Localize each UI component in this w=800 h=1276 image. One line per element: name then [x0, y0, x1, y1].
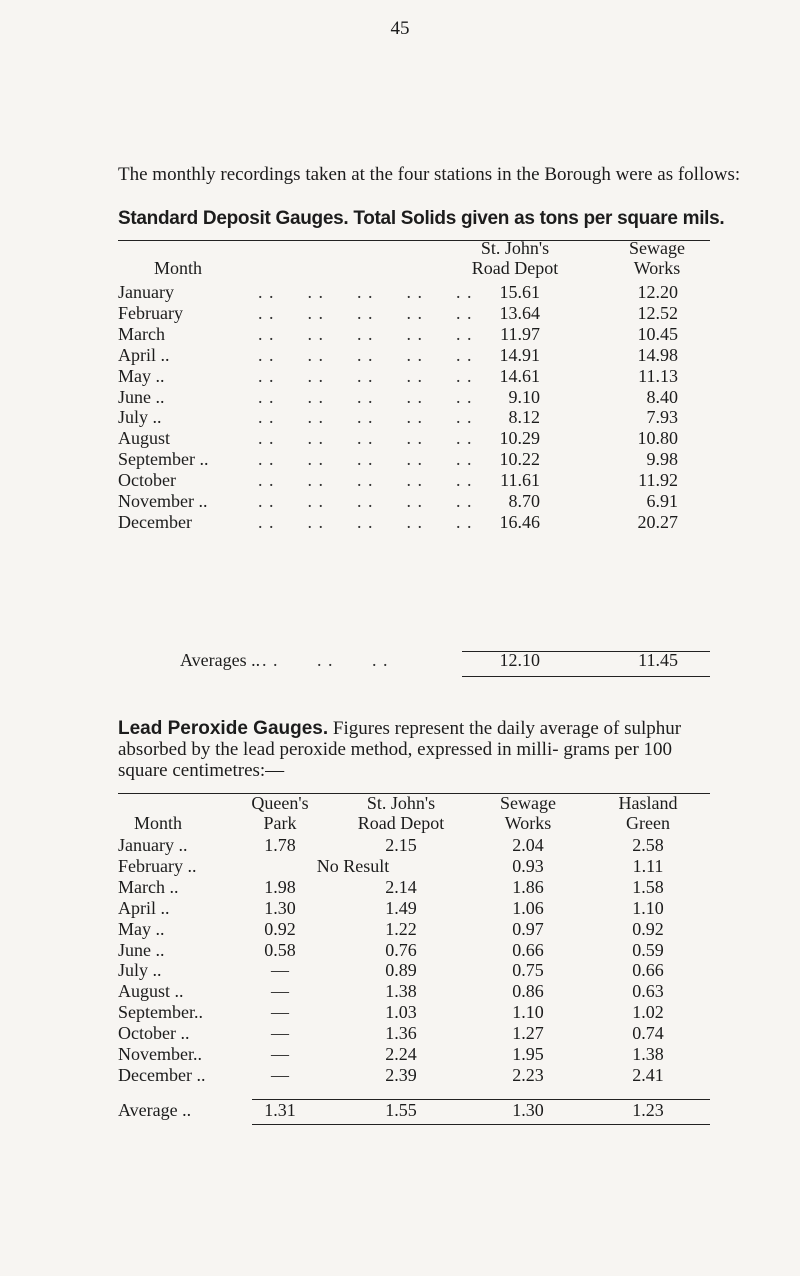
deposit-row-sewage: 14.98	[637, 345, 678, 365]
lead-row-month: March ..	[118, 877, 179, 897]
lead-row-month: April ..	[118, 898, 170, 918]
deposit-row-st-johns: 10.22	[499, 449, 540, 469]
deposit-row-month: November ..	[118, 491, 208, 511]
deposit-row-sewage: 12.20	[637, 282, 678, 302]
deposit-row-month: May ..	[118, 366, 165, 386]
lead-row-sewage: 0.86	[512, 981, 544, 1001]
lead-row-queens: —	[271, 1002, 289, 1022]
lead-row-st-johns: 1.36	[385, 1023, 417, 1043]
deposit-row-leaders: . . . . . . . . . .	[258, 366, 473, 386]
deposit-row-st-johns: 9.10	[508, 387, 540, 407]
lead-row-hasland: 0.66	[632, 960, 664, 980]
lead-average-label: Average ..	[118, 1100, 192, 1120]
lead-row-st-johns: 2.15	[385, 835, 417, 855]
deposit-row-st-johns: 14.61	[499, 366, 540, 386]
lead-row-st-johns: 1.49	[385, 898, 417, 918]
lead-row-hasland: 2.41	[632, 1065, 664, 1085]
lead-row-queens: 0.58	[264, 940, 296, 960]
deposit-row-st-johns: 8.70	[508, 491, 540, 511]
deposit-row-sewage: 6.91	[646, 491, 678, 511]
averages-bottom-rule	[462, 676, 710, 677]
lead-row-sewage: 2.23	[512, 1065, 544, 1085]
deposit-heading: Standard Deposit Gauges. Total Solids given as tons per square mils.	[118, 208, 725, 229]
lead-column-header-queens: Queen's Park	[251, 793, 309, 833]
lead-column-header-month: Month	[133, 813, 182, 833]
averages-label: Averages ..	[180, 650, 261, 670]
deposit-row-month: August	[118, 428, 171, 448]
column-header-sewage: Sewage Works	[629, 238, 685, 278]
deposit-row-leaders: . . . . . . . . . .	[258, 303, 473, 323]
lead-row-queens: 1.98	[264, 877, 296, 897]
lead-row-st-johns: 0.76	[385, 940, 417, 960]
lead-row-month: June ..	[118, 940, 165, 960]
deposit-row-leaders: . . . . . . . . . .	[258, 512, 473, 532]
deposit-row-st-johns: 16.46	[499, 512, 540, 532]
lead-row-sewage: 1.06	[512, 898, 544, 918]
lead-row-no-result: No Result	[316, 856, 390, 876]
lead-row-st-johns: 1.22	[385, 919, 417, 939]
lead-row-queens: 0.92	[264, 919, 296, 939]
deposit-row-sewage: 8.40	[646, 387, 678, 407]
lead-row-month: November..	[118, 1044, 202, 1064]
lead-row-sewage: 1.10	[512, 1002, 544, 1022]
lead-average-bottom-rule	[252, 1124, 710, 1125]
averages-st-johns: 12.10	[499, 650, 540, 670]
lead-row-month: December ..	[118, 1065, 206, 1085]
deposit-row-st-johns: 10.29	[499, 428, 540, 448]
lead-row-st-johns: 2.39	[385, 1065, 417, 1085]
deposit-row-month: September ..	[118, 449, 209, 469]
lead-row-queens: —	[271, 1023, 289, 1043]
deposit-row-st-johns: 15.61	[499, 282, 540, 302]
intro-paragraph: The monthly recordings taken at the four stations in the Borough were as follows:	[118, 164, 741, 185]
deposit-row-st-johns: 14.91	[499, 345, 540, 365]
deposit-row-leaders: . . . . . . . . . .	[258, 428, 473, 448]
lead-row-hasland: 1.58	[632, 877, 664, 897]
lead-row-queens: 1.30	[264, 898, 296, 918]
lead-row-sewage: 1.95	[512, 1044, 544, 1064]
deposit-row-leaders: . . . . . . . . . .	[258, 282, 473, 302]
lead-row-queens: 1.78	[264, 835, 296, 855]
deposit-row-sewage: 10.80	[637, 428, 678, 448]
lead-row-month: October ..	[118, 1023, 190, 1043]
lead-row-queens: —	[271, 981, 289, 1001]
lead-heading: Lead Peroxide Gauges.	[118, 718, 329, 739]
lead-row-st-johns: 2.14	[385, 877, 417, 897]
lead-row-month: July ..	[118, 960, 162, 980]
lead-row-hasland: 1.10	[632, 898, 664, 918]
lead-row-hasland: 0.59	[632, 940, 664, 960]
averages-sewage: 11.45	[638, 650, 678, 670]
lead-row-hasland: 1.38	[632, 1044, 664, 1064]
lead-average-queens: 1.31	[264, 1100, 296, 1120]
lead-row-queens: —	[271, 960, 289, 980]
lead-paragraph	[118, 718, 708, 781]
lead-average-hasland: 1.23	[632, 1100, 664, 1120]
column-header-month: Month	[153, 258, 202, 278]
lead-average-sewage: 1.30	[512, 1100, 544, 1120]
lead-row-sewage: 1.86	[512, 877, 544, 897]
lead-row-st-johns: 2.24	[385, 1044, 417, 1064]
lead-row-sewage: 2.04	[512, 835, 544, 855]
deposit-row-month: April ..	[118, 345, 170, 365]
deposit-row-leaders: . . . . . . . . . .	[258, 387, 473, 407]
lead-average-st-johns: 1.55	[385, 1100, 417, 1120]
lead-row-st-johns: 0.89	[385, 960, 417, 980]
lead-row-sewage: 0.93	[512, 856, 544, 876]
deposit-row-month: January	[118, 282, 174, 302]
lead-column-header-sewage: Sewage Works	[500, 793, 556, 833]
deposit-row-st-johns: 8.12	[508, 407, 540, 427]
deposit-row-month: July ..	[118, 407, 162, 427]
deposit-row-leaders: . . . . . . . . . .	[258, 345, 473, 365]
lead-row-sewage: 0.75	[512, 960, 544, 980]
deposit-row-sewage: 11.92	[638, 470, 678, 490]
deposit-row-month: June ..	[118, 387, 165, 407]
deposit-row-st-johns: 11.61	[500, 470, 540, 490]
deposit-row-month: February	[118, 303, 183, 323]
lead-row-sewage: 0.66	[512, 940, 544, 960]
lead-row-st-johns: 1.38	[385, 981, 417, 1001]
deposit-row-sewage: 11.13	[638, 366, 678, 386]
averages-leaders: . . . . . .	[262, 650, 389, 670]
lead-row-month: August ..	[118, 981, 184, 1001]
deposit-row-month: March	[118, 324, 165, 344]
deposit-row-sewage: 20.27	[637, 512, 678, 532]
lead-row-hasland: 0.63	[632, 981, 664, 1001]
deposit-row-st-johns: 13.64	[499, 303, 540, 323]
lead-row-month: February ..	[118, 856, 197, 876]
lead-column-header-hasland: Hasland Green	[618, 793, 678, 833]
lead-row-queens: —	[271, 1044, 289, 1064]
lead-row-month: September..	[118, 1002, 203, 1022]
lead-row-hasland: 1.02	[632, 1002, 664, 1022]
deposit-row-leaders: . . . . . . . . . .	[258, 324, 473, 344]
deposit-row-sewage: 9.98	[646, 449, 678, 469]
column-header-st-johns: St. John's Road Depot	[471, 238, 559, 278]
deposit-row-month: December	[118, 512, 192, 532]
lead-row-sewage: 1.27	[512, 1023, 544, 1043]
deposit-row-leaders: . . . . . . . . . .	[258, 470, 473, 490]
lead-row-hasland: 0.92	[632, 919, 664, 939]
deposit-row-st-johns: 11.97	[500, 324, 540, 344]
lead-row-st-johns: 1.03	[385, 1002, 417, 1022]
lead-row-hasland: 2.58	[632, 835, 664, 855]
deposit-row-sewage: 10.45	[637, 324, 678, 344]
page-number: 45	[390, 18, 410, 39]
lead-row-month: January ..	[118, 835, 188, 855]
deposit-row-sewage: 7.93	[646, 407, 678, 427]
lead-row-hasland: 1.11	[632, 856, 664, 876]
lead-row-sewage: 0.97	[512, 919, 544, 939]
lead-column-header-st-johns: St. John's Road Depot	[357, 793, 445, 833]
deposit-row-leaders: . . . . . . . . . .	[258, 407, 473, 427]
deposit-row-leaders: . . . . . . . . . .	[258, 449, 473, 469]
lead-description: Figures represent the daily average of sulphur absorbed by the lead peroxide method, expressed in milli- grams per 100 square centimetres:—	[118, 718, 682, 781]
deposit-row-sewage: 12.52	[637, 303, 678, 323]
deposit-row-month: October	[118, 470, 176, 490]
lead-row-month: May ..	[118, 919, 165, 939]
lead-row-queens: —	[271, 1065, 289, 1085]
deposit-row-leaders: . . . . . . . . . .	[258, 491, 473, 511]
lead-row-hasland: 0.74	[632, 1023, 664, 1043]
